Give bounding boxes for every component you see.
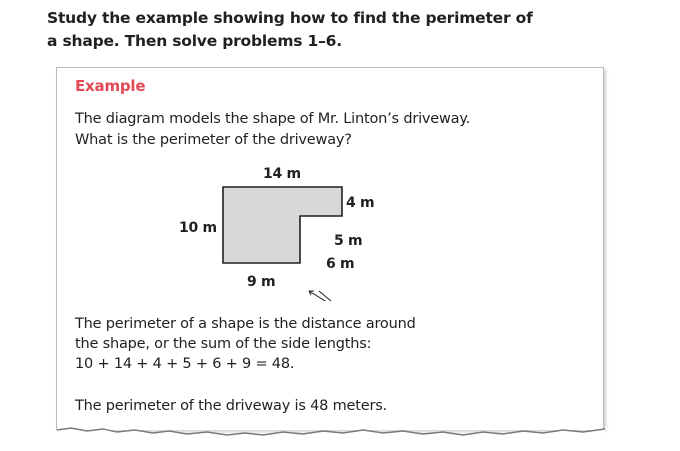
question-line-1: The diagram models the shape of Mr. Linton’s driveway.	[75, 111, 471, 127]
instructions	[47, 7, 607, 53]
label-right-4m: 4 m	[346, 195, 375, 211]
instructions-line-1: Study the example showing how to find the perimeter of	[47, 9, 533, 27]
explanation-line-1: The perimeter of a shape is the distance around	[75, 316, 416, 332]
example-title: Example	[75, 77, 146, 95]
question-line-2: What is the perimeter of the driveway?	[75, 132, 352, 148]
label-bottom-9m: 9 m	[247, 274, 276, 290]
driveway-diagram	[167, 166, 387, 301]
example-question	[75, 109, 575, 151]
instructions-line-2: a shape. Then solve problems 1–6.	[47, 32, 342, 50]
perimeter-equation: 10 + 14 + 4 + 5 + 6 + 9 = 48.	[75, 356, 295, 372]
label-top-14m: 14 m	[263, 166, 301, 182]
answer-sentence: The perimeter of the driveway is 48 meters.	[75, 398, 387, 414]
explanation	[75, 314, 575, 374]
label-inner-6m: 6 m	[326, 256, 355, 272]
arrow-5m-pointer	[309, 291, 330, 301]
torn-edge	[57, 424, 605, 438]
label-inner-5m: 5 m	[334, 233, 363, 249]
example-panel	[56, 67, 604, 430]
explanation-line-2: the shape, or the sum of the side lengths:	[75, 336, 372, 352]
label-left-10m: 10 m	[179, 220, 217, 236]
